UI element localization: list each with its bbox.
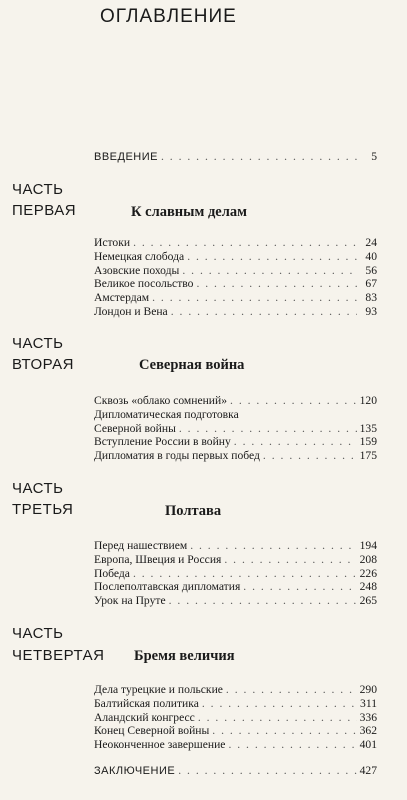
- toc-entry-page: 427: [359, 764, 377, 777]
- toc-entry[interactable]: [94, 291, 377, 305]
- toc-entry-title: Дипломатическая подготовка: [94, 407, 239, 421]
- leader-dots: [168, 305, 357, 319]
- toc-entry-page: 265: [359, 594, 377, 608]
- part-3-chapter-list: [94, 539, 377, 608]
- toc-entry[interactable]: [94, 150, 377, 165]
- toc-entry-page: 24: [365, 236, 377, 249]
- toc-entry-page: 290: [359, 683, 377, 696]
- toc-conclusion: [94, 764, 377, 779]
- leader-dots: [260, 449, 357, 463]
- leader-dots: [166, 594, 357, 608]
- toc-intro: [94, 150, 377, 165]
- toc-entry-title: Перед нашествием: [94, 539, 188, 552]
- leader-dots: [130, 236, 357, 250]
- leader-dots: [130, 567, 357, 581]
- toc-entry-page: 401: [359, 738, 377, 752]
- toc-entry[interactable]: [94, 277, 377, 291]
- toc-entry[interactable]: [94, 697, 377, 711]
- toc-entry[interactable]: [94, 394, 377, 408]
- part-3-title: Полтава: [165, 503, 222, 519]
- part-3-label-line1: ЧАСТЬ: [12, 480, 64, 497]
- toc-entry-title: Дела турецкие и польские: [94, 683, 223, 696]
- toc-entry[interactable]: [94, 264, 377, 278]
- toc-entry-title: Немецкая слобода: [94, 249, 185, 263]
- toc-entry-page: 362: [359, 724, 377, 738]
- part-3-label-line2: ТРЕТЬЯ: [12, 501, 74, 518]
- toc-entry[interactable]: [94, 435, 377, 449]
- part-2-chapter-list: [94, 394, 377, 463]
- leader-dots: [209, 724, 357, 738]
- part-2-label-line1: ЧАСТЬ: [12, 335, 64, 352]
- toc-entry[interactable]: [94, 305, 377, 319]
- toc-entry[interactable]: [94, 594, 377, 608]
- toc-entry-page: 135: [359, 421, 377, 435]
- toc-entry-title: Амстердам: [94, 291, 150, 305]
- toc-entry-page: 5: [371, 150, 377, 163]
- leader-dots: [158, 150, 357, 164]
- toc-entry[interactable]: [94, 724, 377, 738]
- toc-entry[interactable]: [94, 408, 377, 422]
- leader-dots: [193, 277, 357, 291]
- toc-entry-title: Послеполтавская дипломатия: [94, 580, 241, 594]
- part-1-label-line2: ПЕРВАЯ: [12, 202, 77, 219]
- toc-entry-page: 120: [359, 394, 377, 407]
- leader-dots: [199, 697, 357, 711]
- leader-dots: [223, 683, 357, 697]
- leader-dots: [179, 264, 357, 278]
- toc-entry[interactable]: [94, 449, 377, 463]
- toc-entry-page: 159: [359, 435, 377, 449]
- toc-entry-title: Аландский конгресс: [94, 710, 195, 724]
- toc-entry[interactable]: [94, 422, 377, 436]
- part-1-label-line1: ЧАСТЬ: [12, 181, 64, 198]
- toc-entry-title: Великое посольство: [94, 277, 194, 291]
- toc-entry-page: 226: [359, 566, 377, 580]
- toc-entry-page: 194: [359, 539, 377, 552]
- toc-entry-page: 336: [359, 710, 377, 724]
- leader-dots: [195, 711, 357, 725]
- leader-dots: [149, 291, 357, 305]
- part-4-label-line2: ЧЕТВЕРТАЯ: [12, 647, 105, 664]
- toc-entry[interactable]: [94, 539, 377, 553]
- toc-entry[interactable]: [94, 738, 377, 752]
- leader-dots: [225, 738, 357, 752]
- part-1-chapter-list: [94, 236, 377, 319]
- leader-dots: [176, 422, 357, 436]
- toc-entry-page: 175: [359, 449, 377, 463]
- toc-entry[interactable]: [94, 711, 377, 725]
- part-4-title: Бремя величия: [134, 648, 235, 664]
- toc-entry-title: Сквозь «облако сомнений»: [94, 394, 228, 407]
- toc-entry-page: 208: [359, 552, 377, 566]
- toc-entry[interactable]: [94, 567, 377, 581]
- toc-entry-title: Северной войны: [94, 421, 176, 435]
- toc-entry[interactable]: [94, 553, 377, 567]
- leader-dots: [227, 394, 357, 408]
- leader-dots: [175, 764, 357, 778]
- leader-dots: [187, 539, 357, 553]
- part-2-title: Северная война: [139, 357, 245, 373]
- leader-dots: [184, 250, 357, 264]
- part-2-label-line2: ВТОРАЯ: [12, 356, 74, 373]
- toc-entry-title: ЗАКЛЮЧЕНИЕ: [94, 765, 176, 777]
- toc-entry-title: Истоки: [94, 236, 131, 249]
- part-4-label-line1: ЧАСТЬ: [12, 625, 64, 642]
- toc-entry-page: 40: [365, 249, 377, 263]
- toc-entry-title: Урок на Пруте: [94, 594, 166, 608]
- toc-entry-title: Вступление России в войну: [94, 435, 231, 449]
- leader-dots: [221, 553, 357, 567]
- toc-entry-page: 83: [365, 291, 377, 305]
- toc-entry-title: Конец Северной войны: [94, 724, 210, 738]
- toc-entry-title: Дипломатия в годы первых побед: [94, 449, 260, 463]
- toc-entry-title: Балтийская политика: [94, 696, 199, 710]
- toc-entry-page: 248: [359, 580, 377, 594]
- part-4-chapter-list: [94, 683, 377, 752]
- page-title: ОГЛАВЛЕНИЕ: [100, 6, 237, 27]
- toc-entry[interactable]: [94, 764, 377, 779]
- toc-entry-title: Азовские походы: [94, 263, 180, 277]
- leader-dots: [240, 580, 357, 594]
- toc-entry[interactable]: [94, 580, 377, 594]
- toc-entry-title: ВВЕДЕНИЕ: [94, 151, 158, 163]
- toc-entry-title: Неоконченное завершение: [94, 738, 226, 752]
- toc-entry-page: 67: [365, 277, 377, 291]
- toc-entry[interactable]: [94, 236, 377, 250]
- part-1-title: К славным делам: [131, 204, 247, 220]
- toc-entry-title: Европа, Швеция и Россия: [94, 552, 222, 566]
- toc-entry-page: 56: [365, 263, 377, 277]
- toc-entry-page: 93: [365, 304, 377, 318]
- toc-entry[interactable]: [94, 683, 377, 697]
- toc-entry-page: 311: [360, 696, 377, 710]
- toc-entry-title: Лондон и Вена: [94, 304, 168, 318]
- toc-entry[interactable]: [94, 250, 377, 264]
- leader-dots: [231, 435, 357, 449]
- toc-entry-title: Победа: [94, 566, 130, 580]
